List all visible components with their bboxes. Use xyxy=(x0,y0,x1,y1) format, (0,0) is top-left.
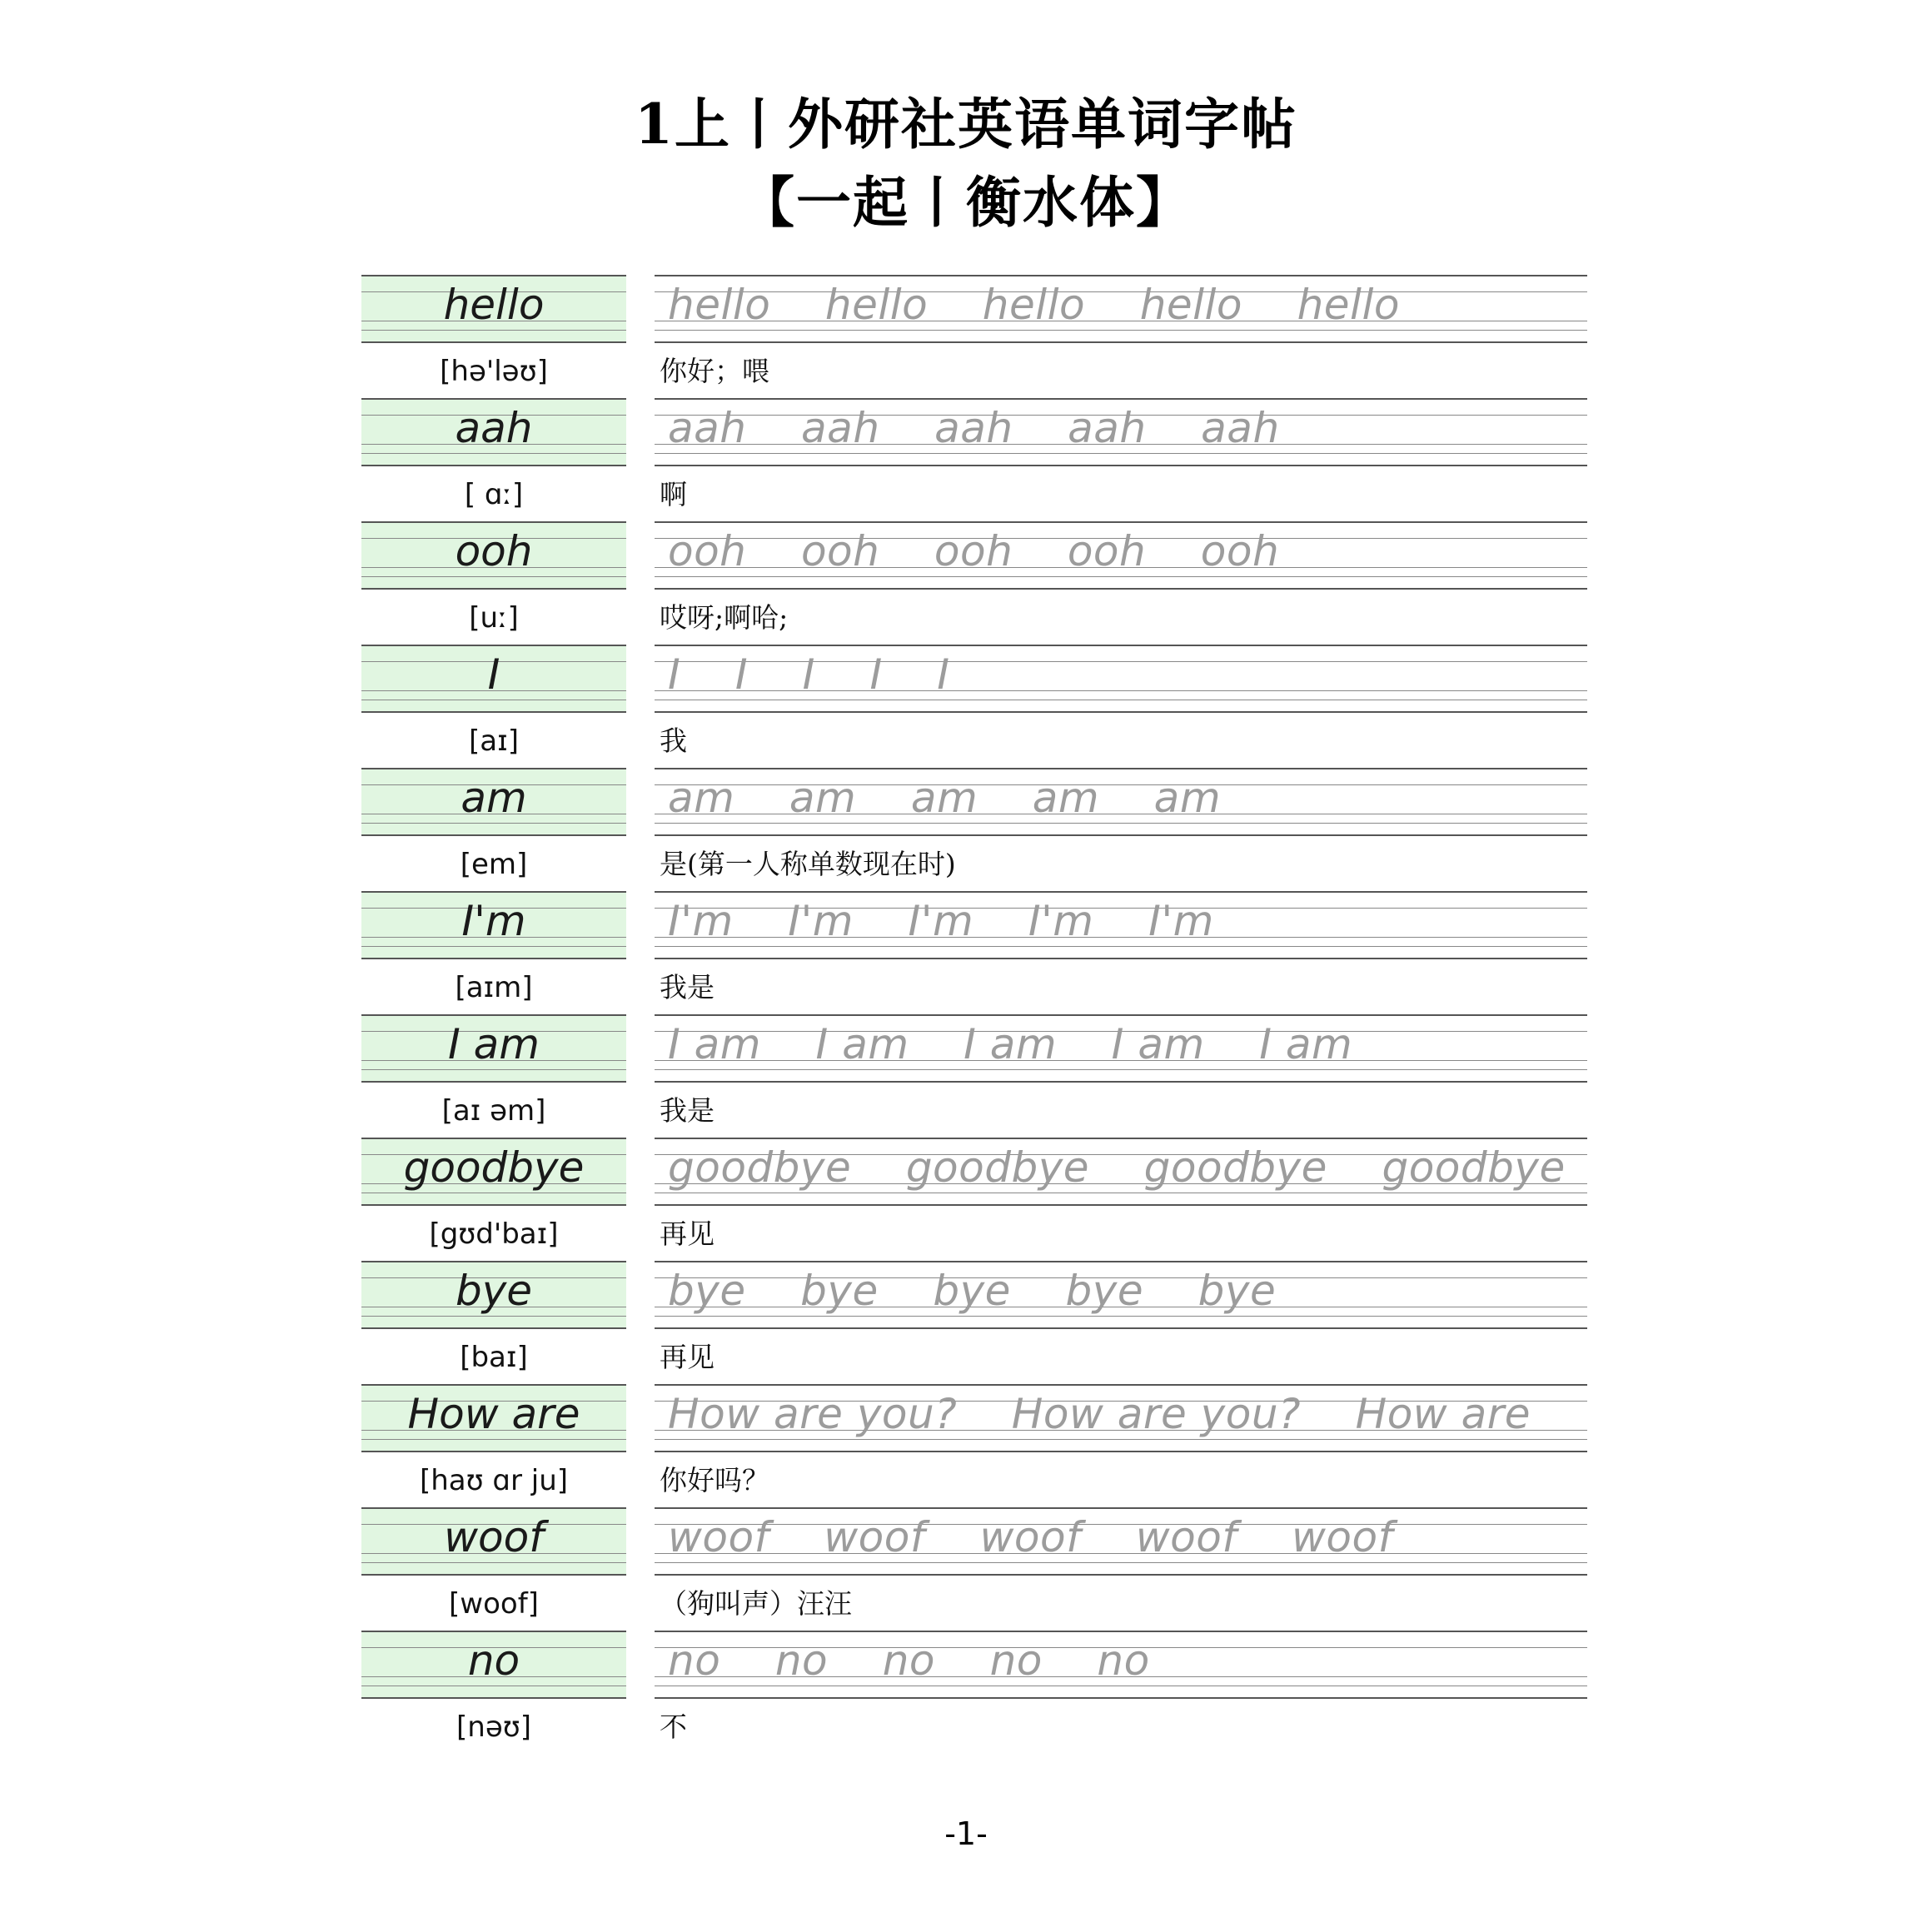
word-entry xyxy=(361,1014,1587,1139)
word-practice-cell xyxy=(361,1507,626,1576)
word-model: I am xyxy=(448,1020,540,1068)
word-practice-cell xyxy=(361,768,626,836)
trace-words: no no no no no xyxy=(668,1636,1150,1685)
page-number: -1- xyxy=(944,1815,988,1852)
trace-practice-cell xyxy=(655,1014,1587,1083)
trace-words: I am I am I am I am I am xyxy=(668,1020,1353,1068)
trace-practice-cell xyxy=(655,1631,1587,1699)
phonetic: [gʊd'baɪ] xyxy=(429,1217,559,1251)
word-model: woof xyxy=(444,1513,544,1561)
word-model: hello xyxy=(443,281,545,329)
trace-words: aah aah aah aah aah xyxy=(668,404,1280,452)
word-entry xyxy=(361,891,1587,1016)
trace-words: am am am am am xyxy=(668,774,1222,822)
trace-words: I'm I'm I'm I'm I'm xyxy=(668,897,1214,945)
trace-words: I I I I I xyxy=(668,650,950,699)
phonetic: [baɪ] xyxy=(460,1341,528,1374)
phonetic: [nəʊ] xyxy=(456,1710,531,1744)
trace-words: hello hello hello hello hello xyxy=(668,281,1400,329)
meaning: 是(第一人称单数现在时) xyxy=(660,848,956,880)
trace-practice-cell xyxy=(655,1507,1587,1576)
word-practice-cell xyxy=(361,1138,626,1206)
meaning: 你好吗？ xyxy=(660,1464,769,1496)
trace-words: bye bye bye bye bye xyxy=(668,1267,1277,1315)
word-entry xyxy=(361,1384,1587,1509)
trace-words: woof woof woof woof woof xyxy=(668,1513,1393,1561)
phonetic: [aɪ] xyxy=(469,724,519,758)
word-practice-cell xyxy=(361,891,626,959)
phonetic: [aɪ əm] xyxy=(441,1094,546,1128)
trace-practice-cell xyxy=(655,1138,1587,1206)
page-subtitle: 【一起丨衡水体】 xyxy=(739,170,1193,235)
trace-practice-cell xyxy=(655,1261,1587,1329)
meaning: 不 xyxy=(660,1710,687,1743)
meaning: 再见 xyxy=(660,1217,715,1250)
word-entry xyxy=(361,1138,1587,1262)
word-model: I xyxy=(487,650,500,699)
trace-practice-cell xyxy=(655,275,1587,343)
word-entry xyxy=(361,768,1587,893)
trace-words: How are you? How are you? How are xyxy=(668,1390,1531,1438)
word-entry xyxy=(361,1631,1587,1755)
phonetic: [ ɑː] xyxy=(464,478,524,511)
word-practice-cell xyxy=(361,1631,626,1699)
word-model: bye xyxy=(455,1267,533,1315)
trace-words: ooh ooh ooh ooh ooh xyxy=(668,527,1280,575)
trace-practice-cell xyxy=(655,521,1587,590)
phonetic: [aɪm] xyxy=(455,971,533,1004)
phonetic: [uː] xyxy=(469,601,519,635)
trace-practice-cell xyxy=(655,768,1587,836)
meaning: 啊 xyxy=(660,478,687,510)
meaning: （狗叫声）汪汪 xyxy=(660,1587,852,1620)
trace-words: goodbye goodbye goodbye goodbye xyxy=(668,1143,1566,1192)
trace-practice-cell xyxy=(655,398,1587,466)
word-model: How are xyxy=(407,1390,580,1438)
word-model: am xyxy=(461,774,527,822)
word-practice-cell xyxy=(361,1014,626,1083)
word-entry xyxy=(361,521,1587,646)
word-model: goodbye xyxy=(403,1143,585,1192)
word-model: I'm xyxy=(461,897,526,945)
phonetic: [hə'ləʊ] xyxy=(440,355,548,388)
meaning: 我是 xyxy=(660,971,715,1003)
word-practice-cell xyxy=(361,645,626,713)
word-model: no xyxy=(467,1636,520,1685)
phonetic: [em] xyxy=(460,848,528,881)
meaning: 再见 xyxy=(660,1341,715,1373)
trace-practice-cell xyxy=(655,891,1587,959)
phonetic: [woof] xyxy=(449,1587,539,1621)
page-title: 1上丨外研社英语单词字帖 xyxy=(635,92,1297,157)
meaning: 哎呀;啊哈; xyxy=(660,601,789,634)
word-entry xyxy=(361,1261,1587,1386)
meaning: 我是 xyxy=(660,1094,715,1127)
word-practice-cell xyxy=(361,398,626,466)
word-entry xyxy=(361,275,1587,400)
trace-practice-cell xyxy=(655,645,1587,713)
word-practice-cell xyxy=(361,1261,626,1329)
word-practice-cell xyxy=(361,521,626,590)
word-entry xyxy=(361,398,1587,523)
word-model: aah xyxy=(455,404,533,452)
trace-practice-cell xyxy=(655,1384,1587,1452)
word-model: ooh xyxy=(455,527,533,575)
meaning: 你好；喂 xyxy=(660,355,769,387)
meaning: 我 xyxy=(660,724,687,757)
word-entry xyxy=(361,645,1587,769)
word-entry xyxy=(361,1507,1587,1632)
word-practice-cell xyxy=(361,1384,626,1452)
phonetic: [haʊ ɑr ju] xyxy=(419,1464,569,1497)
word-practice-cell xyxy=(361,275,626,343)
